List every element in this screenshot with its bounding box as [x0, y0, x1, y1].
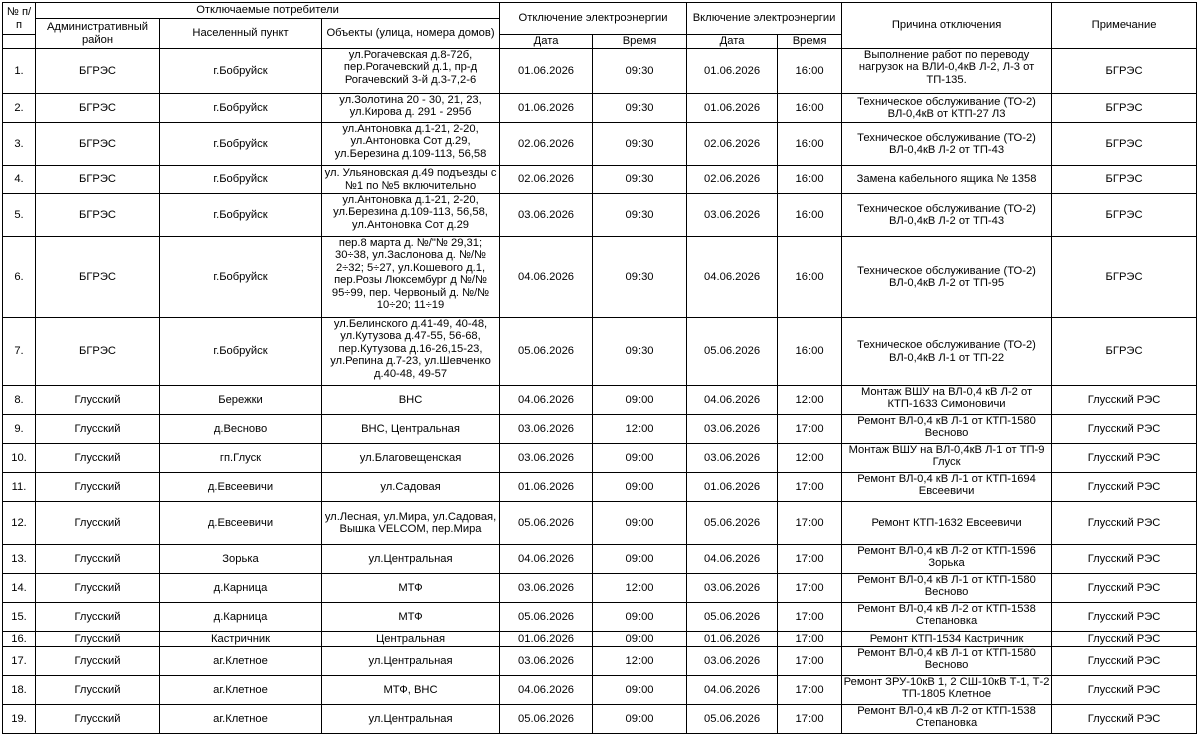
cell-objects: ул.Золотина 20 - 30, 21, 23, ул.Кирова д. 291 - 295б: [322, 94, 500, 123]
cell-off-date: 05.06.2026: [500, 705, 593, 734]
header-off-date: Дата: [500, 35, 593, 49]
cell-locality: г.Бобруйск: [160, 123, 322, 166]
cell-num: 1.: [3, 49, 36, 94]
cell-district: Глусский: [36, 647, 160, 676]
cell-reason: Ремонт ВЛ-0,4 кВ Л-1 от КТП-1580 Весново: [842, 415, 1052, 444]
cell-reason: Ремонт КТП-1632 Евсеевичи: [842, 502, 1052, 545]
cell-district: Глусский: [36, 386, 160, 415]
cell-on-date: 05.06.2026: [687, 318, 778, 386]
cell-off-date: 05.06.2026: [500, 603, 593, 632]
table-header: [3, 3, 1197, 49]
table-row: [3, 123, 1197, 166]
cell-num: 2.: [3, 94, 36, 123]
cell-locality: д.Весново: [160, 415, 322, 444]
cell-district: Глусский: [36, 632, 160, 647]
cell-note: Глусский РЭС: [1052, 473, 1197, 502]
header-off-time: Время: [593, 35, 687, 49]
cell-note: Глусский РЭС: [1052, 502, 1197, 545]
table-row: [3, 647, 1197, 676]
cell-reason: Техническое обслуживание (ТО-2) ВЛ-0,4кВ Л-1 от ТП-22: [842, 318, 1052, 386]
table-row: [3, 49, 1197, 94]
cell-reason: Ремонт ВЛ-0,4 кВ Л-1 от КТП-1580 Весново: [842, 647, 1052, 676]
cell-off-date: 01.06.2026: [500, 473, 593, 502]
cell-objects: ул.Антоновка д.1-21, 2-20, ул.Березина д.109-113, 56,58, ул.Антоновка Сот д.29: [322, 194, 500, 237]
cell-on-date: 02.06.2026: [687, 166, 778, 194]
cell-district: Глусский: [36, 574, 160, 603]
cell-locality: д.Карница: [160, 603, 322, 632]
cell-off-date: 05.06.2026: [500, 318, 593, 386]
cell-off-time: 09:00: [593, 676, 687, 705]
cell-off-date: 02.06.2026: [500, 123, 593, 166]
cell-objects: ул.Садовая: [322, 473, 500, 502]
cell-objects: ВНС: [322, 386, 500, 415]
cell-on-time: 17:00: [778, 676, 842, 705]
cell-reason: Выполнение работ по переводу нагрузок на ВЛИ-0,4кВ Л-2, Л-3 от ТП-135.: [842, 49, 1052, 94]
cell-objects: ул.Антоновка д.1-21, 2-20, ул.Антоновка Сот д.29, ул.Березина д.109-113, 56,58: [322, 123, 500, 166]
cell-on-date: 03.06.2026: [687, 415, 778, 444]
cell-locality: г.Бобруйск: [160, 49, 322, 94]
cell-off-time: 09:30: [593, 94, 687, 123]
header-on-date: Дата: [687, 35, 778, 49]
table-row: [3, 705, 1197, 734]
table-row: [3, 94, 1197, 123]
cell-off-time: 09:00: [593, 603, 687, 632]
cell-note: Глусский РЭС: [1052, 632, 1197, 647]
cell-on-date: 05.06.2026: [687, 502, 778, 545]
cell-on-date: 04.06.2026: [687, 676, 778, 705]
cell-on-date: 04.06.2026: [687, 237, 778, 318]
cell-reason: Ремонт КТП-1534 Кастричник: [842, 632, 1052, 647]
cell-num: 17.: [3, 647, 36, 676]
cell-on-time: 16:00: [778, 123, 842, 166]
cell-reason: Ремонт ВЛ-0,4 кВ Л-1 от КТП-1694 Евсеевичи: [842, 473, 1052, 502]
cell-on-time: 17:00: [778, 473, 842, 502]
header-note: Примечание: [1052, 3, 1197, 49]
outage-table: [2, 2, 1197, 734]
cell-objects: ул. Ульяновская д.49 подъезды с №1 по №5 включительно: [322, 166, 500, 194]
cell-objects: ул.Центральная: [322, 545, 500, 574]
cell-on-date: 01.06.2026: [687, 473, 778, 502]
cell-on-date: 05.06.2026: [687, 705, 778, 734]
cell-district: БГРЭС: [36, 194, 160, 237]
cell-off-date: 04.06.2026: [500, 386, 593, 415]
table-row: [3, 603, 1197, 632]
cell-on-time: 17:00: [778, 632, 842, 647]
cell-objects: МТФ: [322, 603, 500, 632]
cell-note: Глусский РЭС: [1052, 444, 1197, 473]
cell-off-date: 05.06.2026: [500, 502, 593, 545]
cell-reason: Техническое обслуживание (ТО-2) ВЛ-0,4кВ Л-2 от ТП-95: [842, 237, 1052, 318]
cell-on-time: 16:00: [778, 237, 842, 318]
cell-objects: ул.Благовещенская: [322, 444, 500, 473]
cell-num: 9.: [3, 415, 36, 444]
table-row: [3, 318, 1197, 386]
cell-off-time: 12:00: [593, 415, 687, 444]
cell-off-date: 03.06.2026: [500, 194, 593, 237]
header-consumers-group: Отключаемые потребители: [36, 3, 500, 19]
cell-note: БГРЭС: [1052, 318, 1197, 386]
cell-reason: Ремонт ЗРУ-10кВ 1, 2 СШ-10кВ Т-1, Т-2 ТП-1805 Клетное: [842, 676, 1052, 705]
cell-locality: г.Бобруйск: [160, 94, 322, 123]
cell-off-time: 09:30: [593, 166, 687, 194]
cell-off-time: 09:00: [593, 502, 687, 545]
cell-objects: пер.8 марта д. №/"№ 29,31; 30÷38, ул.Заслонова д. №/№ 2÷32; 5÷27, ул.Кошевого д.1, пер.Розы Люксембург д №/№ 95÷99, пер. Червоный д. №/№ 10÷20; 11÷19: [322, 237, 500, 318]
cell-off-date: 04.06.2026: [500, 545, 593, 574]
cell-note: Глусский РЭС: [1052, 647, 1197, 676]
cell-reason: Замена кабельного ящика № 1358: [842, 166, 1052, 194]
cell-off-date: 03.06.2026: [500, 574, 593, 603]
cell-num: 16.: [3, 632, 36, 647]
cell-district: Глусский: [36, 603, 160, 632]
header-objects: Объекты (улица, номера домов): [322, 19, 500, 49]
cell-off-time: 09:30: [593, 318, 687, 386]
cell-note: БГРЭС: [1052, 94, 1197, 123]
cell-on-time: 12:00: [778, 444, 842, 473]
cell-on-date: 04.06.2026: [687, 545, 778, 574]
cell-off-date: 03.06.2026: [500, 415, 593, 444]
table-row: [3, 415, 1197, 444]
cell-off-time: 09:30: [593, 194, 687, 237]
cell-locality: Бережки: [160, 386, 322, 415]
cell-off-date: 01.06.2026: [500, 49, 593, 94]
cell-locality: д.Евсеевичи: [160, 473, 322, 502]
cell-off-time: 09:00: [593, 705, 687, 734]
cell-off-date: 02.06.2026: [500, 166, 593, 194]
cell-on-date: 05.06.2026: [687, 603, 778, 632]
cell-reason: Ремонт ВЛ-0,4 кВ Л-2 от КТП-1538 Степановка: [842, 705, 1052, 734]
cell-off-time: 09:00: [593, 444, 687, 473]
cell-num: 11.: [3, 473, 36, 502]
table-body: [3, 49, 1197, 734]
cell-objects: МТФ, ВНС: [322, 676, 500, 705]
cell-reason: Монтаж ВШУ на ВЛ-0,4 кВ Л-2 от КТП-1633 Симоновичи: [842, 386, 1052, 415]
cell-locality: аг.Клетное: [160, 705, 322, 734]
cell-objects: МТФ: [322, 574, 500, 603]
header-num: № п/п: [3, 3, 36, 35]
cell-num: 19.: [3, 705, 36, 734]
header-num-cont: [3, 35, 36, 49]
header-off-group: Отключение электроэнергии: [500, 3, 687, 35]
cell-note: БГРЭС: [1052, 123, 1197, 166]
header-on-group: Включение электроэнергии: [687, 3, 842, 35]
cell-on-time: 16:00: [778, 94, 842, 123]
cell-district: Глусский: [36, 676, 160, 705]
cell-on-date: 04.06.2026: [687, 386, 778, 415]
cell-locality: гп.Глуск: [160, 444, 322, 473]
header-locality: Населенный пункт: [160, 19, 322, 49]
cell-district: БГРЭС: [36, 237, 160, 318]
cell-locality: г.Бобруйск: [160, 318, 322, 386]
cell-num: 3.: [3, 123, 36, 166]
cell-off-date: 04.06.2026: [500, 237, 593, 318]
cell-on-date: 02.06.2026: [687, 123, 778, 166]
table-row: [3, 194, 1197, 237]
cell-num: 10.: [3, 444, 36, 473]
cell-reason: Ремонт ВЛ-0,4 кВ Л-2 от КТП-1538 Степановка: [842, 603, 1052, 632]
cell-on-date: 03.06.2026: [687, 444, 778, 473]
cell-off-time: 09:00: [593, 386, 687, 415]
cell-off-time: 09:00: [593, 632, 687, 647]
cell-on-date: 01.06.2026: [687, 94, 778, 123]
cell-note: Глусский РЭС: [1052, 386, 1197, 415]
cell-district: Глусский: [36, 415, 160, 444]
table-row: [3, 502, 1197, 545]
cell-locality: г.Бобруйск: [160, 237, 322, 318]
cell-objects: ул.Центральная: [322, 705, 500, 734]
cell-on-date: 03.06.2026: [687, 574, 778, 603]
cell-reason: Техническое обслуживание (ТО-2) ВЛ-0,4кВ от КТП-27 Л3: [842, 94, 1052, 123]
cell-off-date: 03.06.2026: [500, 647, 593, 676]
cell-locality: г.Бобруйск: [160, 166, 322, 194]
cell-district: БГРЭС: [36, 49, 160, 94]
cell-off-date: 01.06.2026: [500, 632, 593, 647]
cell-locality: аг.Клетное: [160, 676, 322, 705]
cell-objects: ул.Центральная: [322, 647, 500, 676]
cell-on-time: 17:00: [778, 603, 842, 632]
cell-objects: ул.Лесная, ул.Мира, ул.Садовая, Вышка VELCOM, пер.Мира: [322, 502, 500, 545]
cell-off-time: 09:30: [593, 237, 687, 318]
table-row: [3, 237, 1197, 318]
cell-off-time: 12:00: [593, 647, 687, 676]
header-on-time: Время: [778, 35, 842, 49]
cell-on-time: 16:00: [778, 49, 842, 94]
cell-district: Глусский: [36, 705, 160, 734]
cell-note: Глусский РЭС: [1052, 603, 1197, 632]
cell-on-date: 01.06.2026: [687, 632, 778, 647]
cell-on-time: 12:00: [778, 386, 842, 415]
cell-district: Глусский: [36, 502, 160, 545]
cell-on-date: 03.06.2026: [687, 647, 778, 676]
cell-off-time: 09:00: [593, 545, 687, 574]
cell-locality: Зорька: [160, 545, 322, 574]
cell-on-time: 17:00: [778, 647, 842, 676]
table-row: [3, 632, 1197, 647]
header-district: Административный район: [36, 19, 160, 49]
cell-district: Глусский: [36, 545, 160, 574]
cell-off-date: 03.06.2026: [500, 444, 593, 473]
cell-note: Глусский РЭС: [1052, 705, 1197, 734]
table-row: [3, 444, 1197, 473]
header-reason: Причина отключения: [842, 3, 1052, 49]
cell-locality: д.Евсеевичи: [160, 502, 322, 545]
cell-off-date: 01.06.2026: [500, 94, 593, 123]
cell-district: БГРЭС: [36, 318, 160, 386]
cell-district: БГРЭС: [36, 123, 160, 166]
cell-on-time: 17:00: [778, 705, 842, 734]
cell-num: 7.: [3, 318, 36, 386]
cell-on-time: 16:00: [778, 318, 842, 386]
cell-reason: Техническое обслуживание (ТО-2) ВЛ-0,4кВ Л-2 от ТП-43: [842, 123, 1052, 166]
cell-on-time: 17:00: [778, 574, 842, 603]
cell-locality: Кастричник: [160, 632, 322, 647]
cell-on-time: 17:00: [778, 415, 842, 444]
cell-locality: г.Бобруйск: [160, 194, 322, 237]
cell-num: 18.: [3, 676, 36, 705]
cell-num: 15.: [3, 603, 36, 632]
cell-on-time: 17:00: [778, 502, 842, 545]
cell-reason: Техническое обслуживание (ТО-2) ВЛ-0,4кВ Л-2 от ТП-43: [842, 194, 1052, 237]
cell-objects: ВНС, Центральная: [322, 415, 500, 444]
table-row: [3, 166, 1197, 194]
cell-district: Глусский: [36, 444, 160, 473]
cell-locality: д.Карница: [160, 574, 322, 603]
cell-off-time: 12:00: [593, 574, 687, 603]
cell-note: БГРЭС: [1052, 194, 1197, 237]
cell-on-time: 16:00: [778, 194, 842, 237]
cell-note: Глусский РЭС: [1052, 545, 1197, 574]
cell-num: 13.: [3, 545, 36, 574]
table-row: [3, 545, 1197, 574]
cell-objects: Центральная: [322, 632, 500, 647]
cell-reason: Монтаж ВШУ на ВЛ-0,4кВ Л-1 от ТП-9 Глуск: [842, 444, 1052, 473]
cell-district: БГРЭС: [36, 94, 160, 123]
cell-locality: аг.Клетное: [160, 647, 322, 676]
cell-num: 12.: [3, 502, 36, 545]
cell-off-time: 09:00: [593, 473, 687, 502]
cell-on-time: 16:00: [778, 166, 842, 194]
cell-objects: ул.Рогачевская д.8-72б, пер.Рогачевский д.1, пр-д Рогачевский 3-й д.3-7,2-6: [322, 49, 500, 94]
cell-note: БГРЭС: [1052, 237, 1197, 318]
cell-note: Глусский РЭС: [1052, 415, 1197, 444]
cell-note: Глусский РЭС: [1052, 676, 1197, 705]
cell-on-date: 03.06.2026: [687, 194, 778, 237]
cell-district: Глусский: [36, 473, 160, 502]
outage-schedule: [2, 2, 1196, 734]
cell-off-time: 09:30: [593, 49, 687, 94]
table-row: [3, 574, 1197, 603]
cell-num: 8.: [3, 386, 36, 415]
cell-on-time: 17:00: [778, 545, 842, 574]
cell-off-time: 09:30: [593, 123, 687, 166]
cell-num: 4.: [3, 166, 36, 194]
cell-district: БГРЭС: [36, 166, 160, 194]
cell-on-date: 01.06.2026: [687, 49, 778, 94]
cell-reason: Ремонт ВЛ-0,4 кВ Л-1 от КТП-1580 Весново: [842, 574, 1052, 603]
cell-reason: Ремонт ВЛ-0,4 кВ Л-2 от КТП-1596 Зорька: [842, 545, 1052, 574]
cell-objects: ул.Белинского д.41-49, 40-48, ул.Кутузова д.47-55, 56-68, пер.Кутузова д.16-26,15-23, ул.Репина д.7-23, ул.Шевченко д.40-48, 49-57: [322, 318, 500, 386]
cell-num: 6.: [3, 237, 36, 318]
cell-num: 5.: [3, 194, 36, 237]
cell-note: Глусский РЭС: [1052, 574, 1197, 603]
cell-num: 14.: [3, 574, 36, 603]
table-row: [3, 386, 1197, 415]
table-row: [3, 676, 1197, 705]
cell-off-date: 04.06.2026: [500, 676, 593, 705]
table-row: [3, 473, 1197, 502]
cell-note: БГРЭС: [1052, 49, 1197, 94]
cell-note: БГРЭС: [1052, 166, 1197, 194]
